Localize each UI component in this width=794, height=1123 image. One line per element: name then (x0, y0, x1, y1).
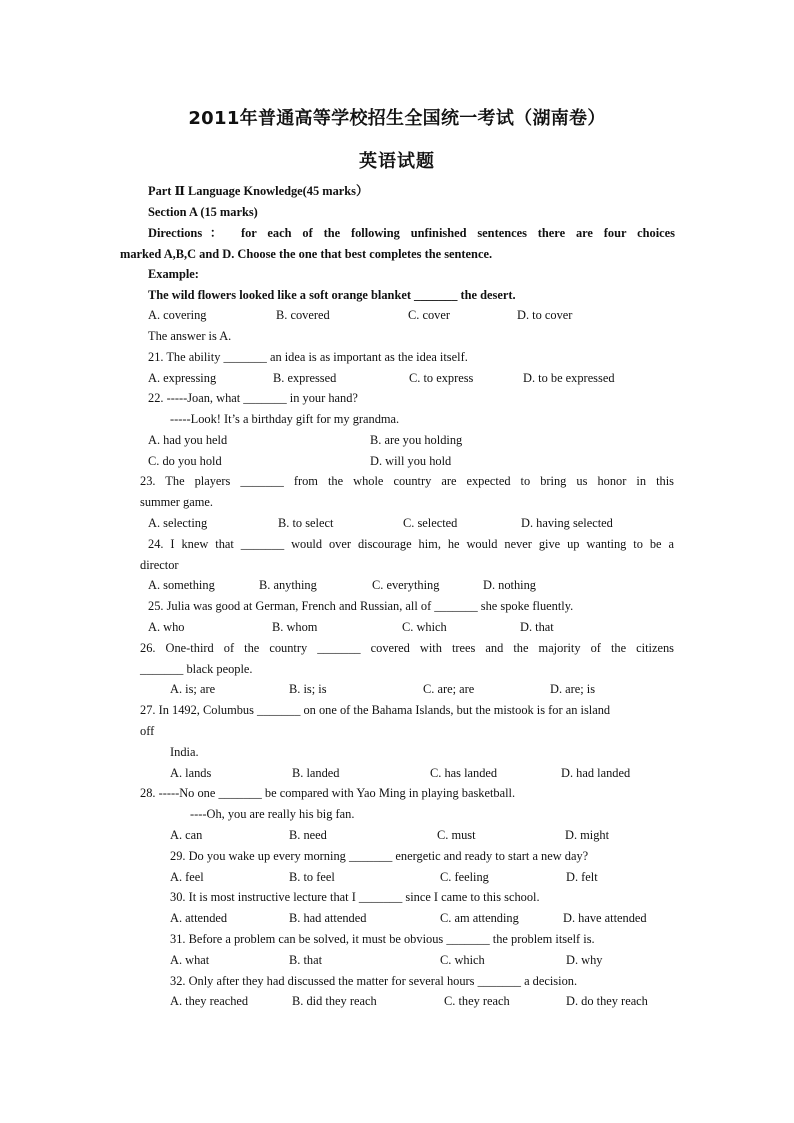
question-28-line-2: ----Oh, you are really his big fan. (190, 807, 355, 821)
q28-option-d: D. might (565, 828, 610, 842)
q25-option-c: C. which (402, 620, 447, 634)
question-26-line-1: 26. One-third of the country _______ covered with trees and the majority of the citizens (140, 641, 674, 655)
q23-option-d: D. having selected (521, 516, 613, 530)
q29-option-b: B. to feel (289, 870, 335, 884)
question-26-line-2: _______ black people. (140, 662, 253, 676)
q32-option-c: C. they reach (444, 994, 510, 1008)
q26-option-d: D. are; is (550, 682, 596, 696)
q26-option-b: B. is; is (289, 682, 327, 696)
q22-option-b: B. are you holding (370, 433, 463, 447)
q23-option-a: A. selecting (148, 516, 208, 530)
question-22-line-2: -----Look! It’s a birthday gift for my grandma. (170, 412, 400, 426)
q25-option-b: B. whom (272, 620, 318, 634)
q25-option-d: D. that (520, 620, 554, 634)
question-31: 31. Before a problem can be solved, it must be obvious _______ the problem itself is. (170, 932, 595, 946)
q28-option-a: A. can (170, 828, 203, 842)
example-label: Example: (148, 267, 199, 281)
q29-option-d: D. felt (566, 870, 598, 884)
q30-option-c: C. am attending (440, 911, 519, 925)
question-29: 29. Do you wake up every morning _______ energetic and ready to start a new day? (170, 849, 589, 863)
page-title: 2011年普通高等学校招生全国统一考试（湖南卷） (188, 108, 606, 129)
question-32: 32. Only after they had discussed the matter for several hours _______ a decision. (170, 974, 578, 988)
section-heading: Section A (15 marks) (148, 205, 258, 219)
q24-option-d: D. nothing (483, 578, 537, 592)
q21-option-a: A. expressing (148, 371, 217, 385)
page-subtitle: 英语试题 (359, 151, 435, 172)
example-option-a: A. covering (148, 308, 207, 322)
question-23-line-1: 23. The players _______ from the whole country are expected to bring us honor in this (140, 474, 674, 488)
question-25: 25. Julia was good at German, French and Russian, all of _______ she spoke fluently. (148, 599, 574, 613)
question-24-line-2: director (140, 558, 179, 572)
q28-option-c: C. must (437, 828, 476, 842)
example-option-b: B. covered (276, 308, 330, 322)
q32-option-d: D. do they reach (566, 994, 648, 1008)
question-23-line-2: summer game. (140, 495, 213, 509)
q28-option-b: B. need (289, 828, 327, 842)
directions-line-2: marked A,B,C and D. Choose the one that best completes the sentence. (120, 247, 493, 261)
question-21: 21. The ability _______ an idea is as important as the idea itself. (148, 350, 468, 364)
q26-option-c: C. are; are (423, 682, 475, 696)
q32-option-b: B. did they reach (292, 994, 377, 1008)
q30-option-a: A. attended (170, 911, 228, 925)
example-answer: The answer is A. (148, 329, 232, 343)
example-option-d: D. to cover (517, 308, 573, 322)
q22-option-c: C. do you hold (148, 454, 222, 468)
question-30: 30. It is most instructive lecture that I _______ since I came to this school. (170, 890, 540, 904)
q31-option-a: A. what (170, 953, 210, 967)
question-28-line-1: 28. -----No one _______ be compared with Yao Ming in playing basketball. (140, 786, 516, 800)
q21-option-c: C. to express (409, 371, 474, 385)
q23-option-b: B. to select (278, 516, 334, 530)
q21-option-d: D. to be expressed (523, 371, 615, 385)
q29-option-a: A. feel (170, 870, 204, 884)
q31-option-d: D. why (566, 953, 603, 967)
example-question: The wild flowers looked like a soft orange blanket _______ the desert. (148, 288, 516, 302)
q22-option-d: D. will you hold (370, 454, 452, 468)
q30-option-b: B. had attended (289, 911, 367, 925)
q24-option-b: B. anything (259, 578, 317, 592)
q27-option-a: A. lands (170, 766, 212, 780)
question-24-line-1: 24. I knew that _______ would over discourage him, he would never give up wanting to be a (148, 537, 674, 551)
directions-line-1: Directions： for each of the following unfinished sentences there are four choices (148, 226, 675, 240)
q31-option-c: C. which (440, 953, 485, 967)
q29-option-c: C. feeling (440, 870, 489, 884)
example-option-c: C. cover (408, 308, 450, 322)
q26-option-a: A. is; are (170, 682, 216, 696)
question-27-line-2: off (140, 724, 155, 738)
question-22-line-1: 22. -----Joan, what _______ in your hand? (148, 391, 358, 405)
question-27-line-1: 27. In 1492, Columbus _______ on one of the Bahama Islands, but the mistook is for an island (140, 703, 611, 717)
q27-option-b: B. landed (292, 766, 340, 780)
q27-option-d: D. had landed (561, 766, 631, 780)
q32-option-a: A. they reached (170, 994, 249, 1008)
q31-option-b: B. that (289, 953, 323, 967)
q24-option-c: C. everything (372, 578, 440, 592)
q30-option-d: D. have attended (563, 911, 647, 925)
q27-option-c: C. has landed (430, 766, 498, 780)
question-27-line-3: India. (170, 745, 199, 759)
q23-option-c: C. selected (403, 516, 458, 530)
q24-option-a: A. something (148, 578, 215, 592)
q21-option-b: B. expressed (273, 371, 337, 385)
q22-option-a: A. had you held (148, 433, 228, 447)
q25-option-a: A. who (148, 620, 185, 634)
part-heading: Part Ⅱ Language Knowledge(45 marks） (148, 184, 369, 198)
